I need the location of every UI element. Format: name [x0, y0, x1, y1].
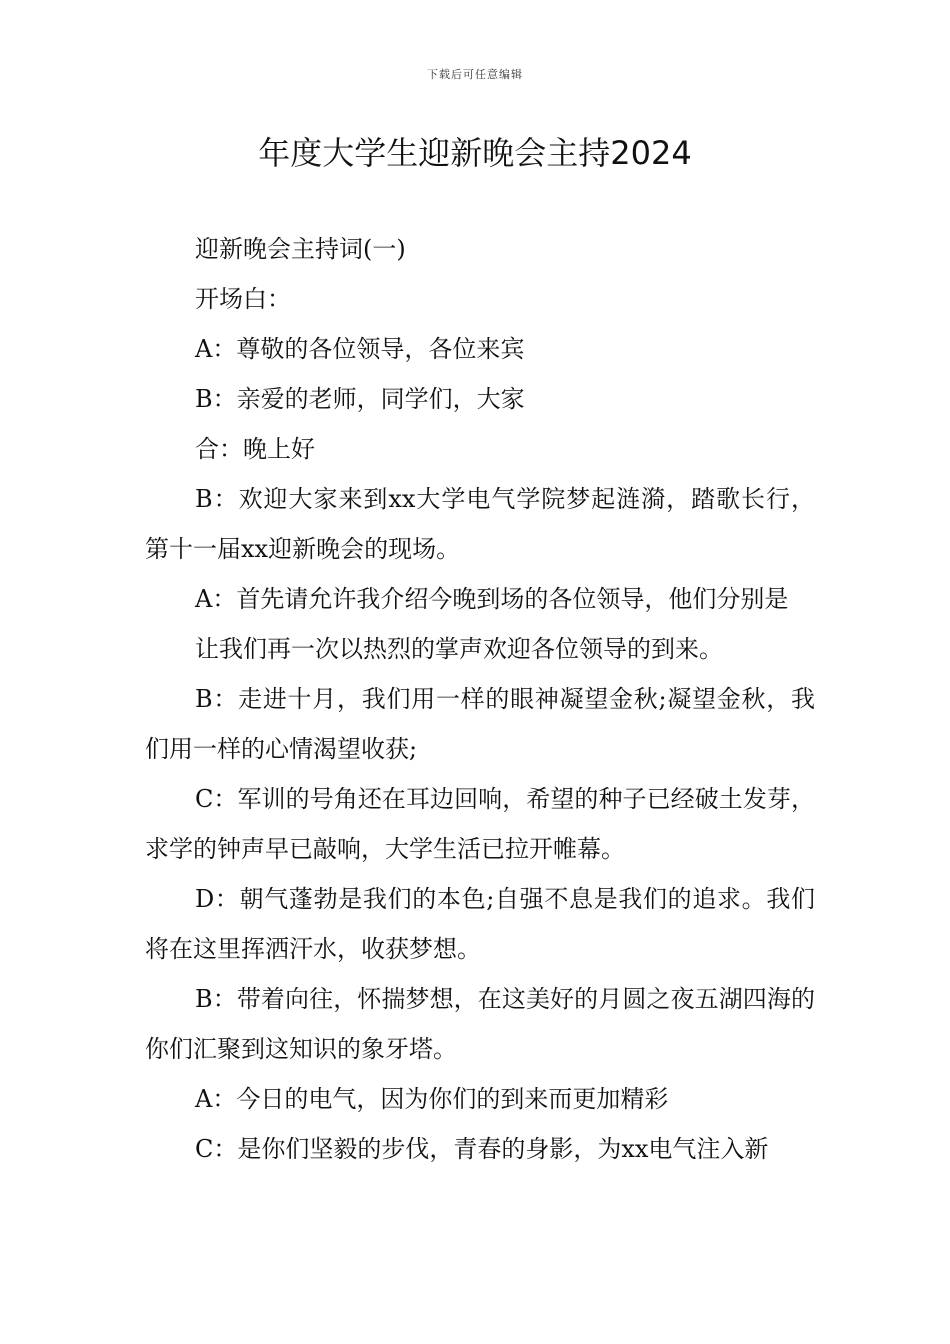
paragraph: B：欢迎大家来到xx大学电气学院梦起涟漪，踏歌长行，第十一届xx迎新晚会的现场。 [145, 485, 815, 563]
paragraph: 让我们再一次以热烈的掌声欢迎各位领导的到来。 [195, 635, 723, 663]
paragraph: D：朝气蓬勃是我们的本色;自强不息是我们的追求。我们将在这里挥洒汗水，收获梦想。 [145, 885, 815, 963]
paragraph: 开场白： [195, 285, 291, 313]
header-note: 下载后可任意编辑 [427, 68, 523, 81]
paragraph: 迎新晚会主持词(一) [195, 235, 406, 263]
paragraph: B：亲爱的老师，同学们，大家 [195, 385, 525, 413]
paragraph: A：尊敬的各位领导，各位来宾 [195, 335, 525, 363]
paragraph: A：今日的电气，因为你们的到来而更加精彩 [195, 1085, 669, 1113]
paragraph: C：军训的号角还在耳边回响，希望的种子已经破土发芽，求学的钟声早已敲响，大学生活已拉开帷幕。 [145, 785, 815, 863]
document-body [145, 224, 815, 1174]
paragraph: A：首先请允许我介绍今晚到场的各位领导，他们分别是 [195, 585, 789, 613]
paragraph: C：是你们坚毅的步伐，青春的身影，为xx电气注入新 [195, 1135, 769, 1163]
paragraph: 合：晚上好 [195, 435, 315, 463]
paragraph: B：走进十月，我们用一样的眼神凝望金秋;凝望金秋，我们用一样的心情渴望收获; [145, 685, 815, 763]
paragraph: B：带着向往，怀揣梦想，在这美好的月圆之夜五湖四海的你们汇聚到这知识的象牙塔。 [145, 985, 815, 1063]
document-title: 年度大学生迎新晚会主持2024 [258, 134, 692, 172]
